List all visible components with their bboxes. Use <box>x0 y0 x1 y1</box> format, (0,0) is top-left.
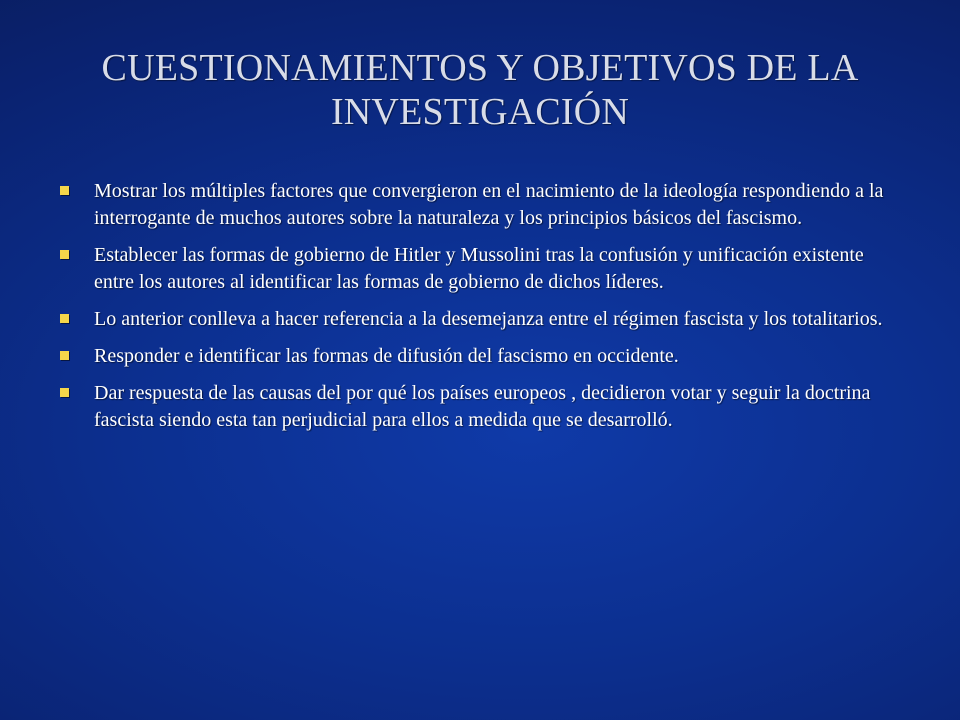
square-bullet-icon <box>60 314 69 323</box>
square-bullet-icon <box>60 388 69 397</box>
bullet-text: Establecer las formas de gobierno de Hitler y Mussolini tras la confusión y unificación existente entre los autores al identificar las formas de gobierno de dichos líderes. <box>94 244 864 293</box>
square-bullet-icon <box>60 351 69 360</box>
bullet-text: Responder e identificar las formas de difusión del fascismo en occidente. <box>94 345 679 367</box>
bullet-item <box>58 343 908 370</box>
bullet-text: Lo anterior conlleva a hacer referencia a la desemejanza entre el régimen fascista y los totalitarios. <box>94 308 883 330</box>
bullet-text: Dar respuesta de las causas del por qué los países europeos , decidieron votar y seguir la doctrina fascista siendo esta tan perjudicial para ellos a medida que se desarrolló. <box>94 382 871 431</box>
square-bullet-icon <box>60 186 69 195</box>
square-bullet-icon <box>60 250 69 259</box>
bullet-item <box>58 380 908 434</box>
slide-title: CUESTIONAMIENTOS Y OBJETIVOS DE LA INVESTIGACIÓN <box>101 47 859 133</box>
bullet-item <box>58 178 908 232</box>
bullet-item <box>58 306 908 333</box>
bullet-list <box>58 178 908 444</box>
bullet-text: Mostrar los múltiples factores que convergieron en el nacimiento de la ideología respondiendo a la interrogante de muchos autores sobre la naturaleza y los principios básicos del fascismo. <box>94 180 884 229</box>
bullet-item <box>58 242 908 296</box>
